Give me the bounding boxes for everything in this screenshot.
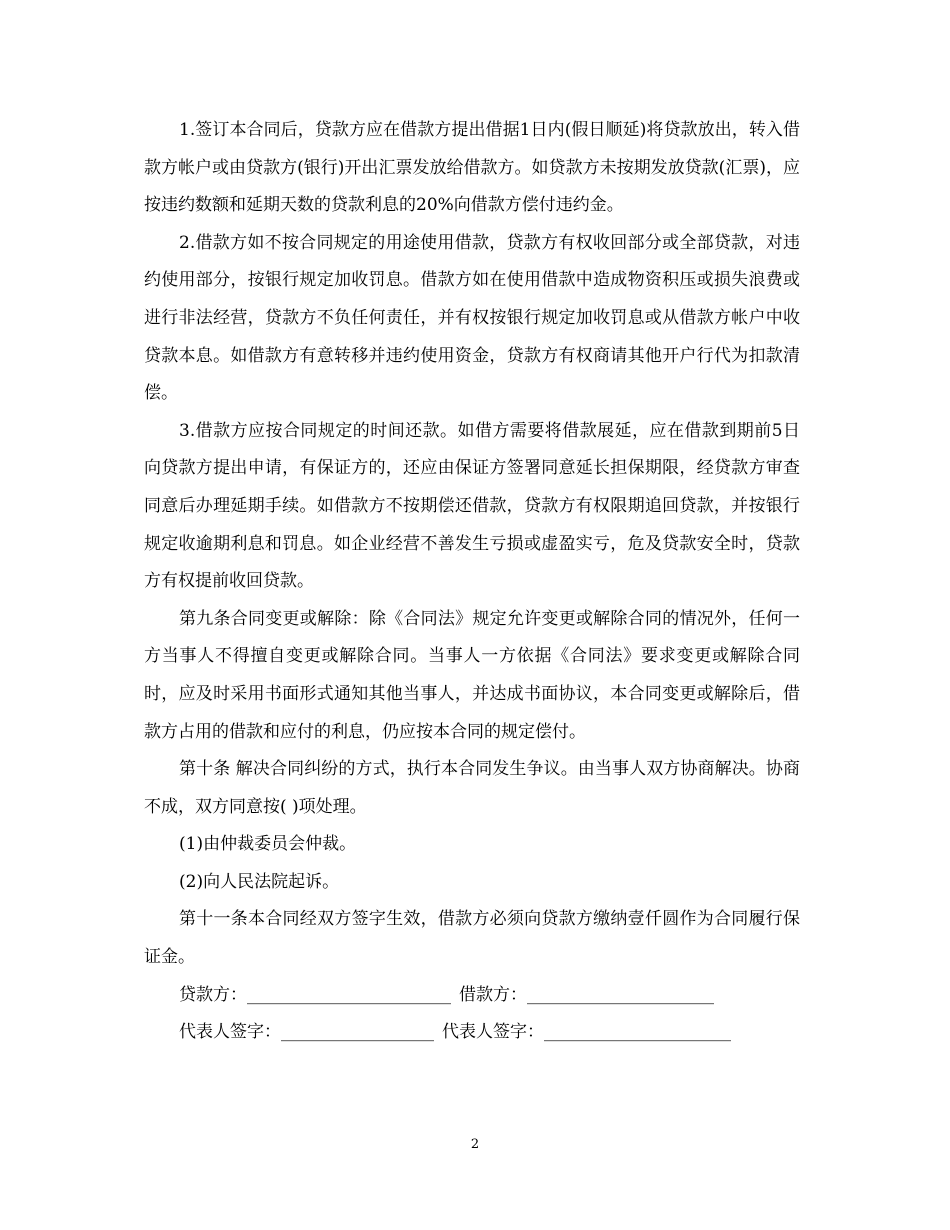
borrower-label: 借款方： (459, 984, 527, 1005)
article-10: 第十条 解决合同纠纷的方式，执行本合同发生争议。由当事人双方协商解决。协商不成，双方同意按( )项处理。 (144, 759, 800, 817)
page-number: 2 (470, 1137, 480, 1152)
lender-label: 贷款方： (179, 984, 247, 1005)
party-signature-row (144, 977, 800, 1015)
clause-1: 1.签订本合同后，贷款方应在借款方提出借据1日内(假日顺延)将贷款放出，转入借款方帐户或由贷款方(银行)开出汇票发放给借款方。如贷款方未按期发放贷款(汇票)，应按违约数额和延期天数的贷款利息的20%向借款方偿付违约金。 (144, 120, 800, 216)
option-1: (1)由仲裁委员会仲裁。 (179, 834, 357, 855)
clause-2: 2.借款方如不按合同规定的用途使用借款，贷款方有权收回部分或全部贷款，对违约使用部分，按银行规定加收罚息。借款方如在使用借款中造成物资积压或损失浪费或进行非法经营，贷款方不负任何责任，并有权按银行规定加收罚息或从借款方帐户中收贷款本息。如借款方有意转移并违约使用资金，贷款方有权商请其他开户行代为扣款清偿。 (144, 232, 800, 404)
article-11: 第十一条本合同经双方签字生效，借款方必须向贷款方缴纳壹仟圆作为合同履行保证金。 (144, 909, 800, 968)
borrower-signature-line: ______________________ (527, 984, 714, 1005)
borrower-representative-label: 代表人签字： (442, 1022, 544, 1043)
lender-signature-line: ________________________ (247, 984, 451, 1005)
article-9: 第九条合同变更或解除：除《合同法》规定允许变更或解除合同的情况外，任何一方当事人不得擅自变更或解除合同。当事人一方依据《合同法》要求变更或解除合同时，应及时采用书面形式通知其他当事人，并达成书面协议，本合同变更或解除后，借款方占用的借款和应付的利息，仍应按本合同的规定偿付。 (144, 608, 800, 742)
lender-representative-label: 代表人签字： (179, 1022, 281, 1043)
borrower-representative-line: ______________________ (544, 1022, 731, 1043)
clause-3: 3.借款方应按合同规定的时间还款。如借方需要将借款展延，应在借款到期前5日向贷款方提出申请，有保证方的，还应由保证方签署同意延长担保期限，经贷款方审查同意后办理延期手续。如借款方不按期偿还借款，贷款方有权限期追回贷款，并按银行规定收逾期利息和罚息。如企业经营不善发生亏损或虚盈实亏，危及贷款安全时，贷款方有权提前收回贷款。 (144, 420, 800, 592)
document-page (144, 112, 800, 1052)
lender-representative-line: __________________ (281, 1022, 434, 1043)
representative-signature-row (144, 1014, 800, 1052)
option-2: (2)向人民法院起诉。 (179, 871, 340, 892)
